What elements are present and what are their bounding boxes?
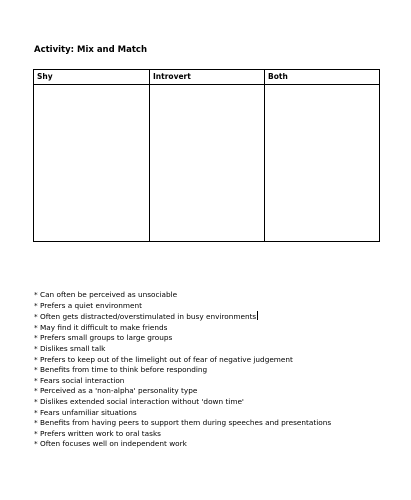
list-item[interactable]: * Perceived as a 'non-alpha' personality type bbox=[34, 386, 198, 396]
list-item[interactable]: * May find it difficult to make friends bbox=[34, 322, 168, 332]
list-item[interactable]: * Can often be perceived as unsociable bbox=[34, 290, 178, 299]
list-item[interactable]: * Prefers to keep out of the limelight out of fear of negative judgement bbox=[34, 354, 293, 364]
list-item[interactable]: * Benefits from having peers to support them during speeches and presentations bbox=[34, 418, 332, 428]
sorting-table bbox=[33, 69, 380, 242]
table-column-shy[interactable] bbox=[34, 70, 150, 241]
column-header-shy: Shy bbox=[37, 72, 53, 81]
statement-list bbox=[34, 290, 331, 450]
list-item[interactable]: * Often gets distracted/overstimulated in busy environments bbox=[34, 312, 257, 322]
list-item[interactable]: * Fears social interaction bbox=[34, 375, 125, 385]
list-item[interactable]: * Often focuses well on independent work bbox=[34, 439, 187, 449]
column-header-both: Both bbox=[268, 72, 288, 81]
list-item[interactable]: * Prefers small groups to large groups bbox=[34, 333, 173, 343]
list-item[interactable]: * Prefers written work to oral tasks bbox=[34, 428, 161, 438]
table-column-introvert[interactable] bbox=[150, 70, 265, 241]
text-cursor bbox=[257, 311, 258, 320]
list-item[interactable]: * Dislikes small talk bbox=[34, 343, 106, 353]
table-column-both[interactable] bbox=[265, 70, 379, 241]
header-divider bbox=[34, 84, 379, 85]
activity-title: Activity: Mix and Match bbox=[34, 45, 148, 55]
list-item[interactable]: * Dislikes extended social interaction without 'down time' bbox=[34, 396, 244, 406]
list-item[interactable]: * Benefits from time to think before responding bbox=[34, 365, 208, 375]
list-item[interactable]: * Prefers a quiet environment bbox=[34, 300, 142, 310]
column-header-introvert: Introvert bbox=[153, 72, 191, 81]
list-item[interactable]: * Fears unfamiliar situations bbox=[34, 407, 137, 417]
